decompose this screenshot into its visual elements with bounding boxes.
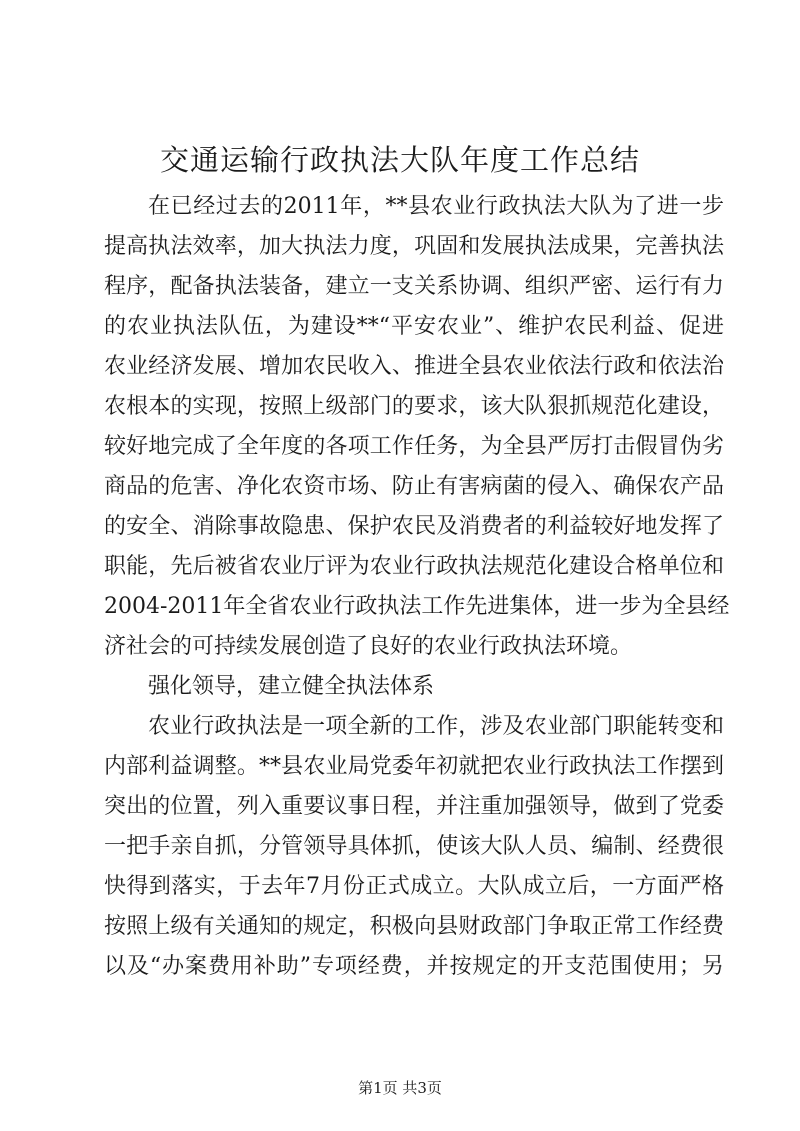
paragraph-line: 农根本的实现，按照上级部门的要求，该大队狠抓规范化建设， (104, 394, 724, 419)
paragraph-line: 在已经过去的2011年，**县农业行政执法大队为了进一步 (148, 194, 724, 219)
paragraph-line: 突出的位置，列入重要议事日程，并注重加强领导，做到了党委 (104, 794, 724, 819)
paragraph-line: 程序，配备执法装备，建立一支关系协调、组织严密、运行有力 (104, 274, 724, 299)
page-title: 交通运输行政执法大队年度工作总结 (159, 143, 640, 177)
paragraph-line: 按照上级有关通知的规定，积极向县财政部门争取正常工作经费 (104, 914, 724, 939)
section-heading: 强化领导，建立健全执法体系 (148, 674, 435, 699)
paragraph-line: 快得到落实，于去年7月份正式成立。大队成立后，一方面严格 (104, 874, 724, 899)
paragraph-line: 职能，先后被省农业厅评为农业行政执法规范化建设合格单位和 (104, 554, 724, 579)
paragraph-line: 济社会的可持续发展创造了良好的农业行政执法环境。 (104, 634, 633, 659)
paragraph-line: 一把手亲自抓，分管领导具体抓，使该大队人员、编制、经费很 (104, 834, 724, 859)
page-footer: 第1页 共3页 (358, 1079, 442, 1097)
paragraph-line: 农业行政执法是一项全新的工作，涉及农业部门职能转变和 (148, 714, 724, 739)
paragraph-line: 较好地完成了全年度的各项工作任务，为全县严厉打击假冒伪劣 (104, 434, 724, 459)
paragraph-line: 2004-2011年全省农业行政执法工作先进集体，进一步为全县经 (104, 594, 730, 619)
paragraph-line: 提高执法效率，加大执法力度，巩固和发展执法成果，完善执法 (104, 234, 724, 259)
paragraph-line: 商品的危害、净化农资市场、防止有害病菌的侵入、确保农产品 (104, 474, 724, 499)
paragraph-line: 以及“办案费用补助”专项经费，并按规定的开支范围使用；另 (104, 954, 724, 979)
paragraph-line: 的安全、消除事故隐患、保护农民及消费者的利益较好地发挥了 (104, 514, 724, 539)
paragraph-line: 农业经济发展、增加农民收入、推进全县农业依法行政和依法治 (104, 354, 724, 379)
paragraph-line: 内部利益调整。**县农业局党委年初就把农业行政执法工作摆到 (104, 754, 724, 779)
paragraph-line: 的农业执法队伍，为建设**“平安农业”、维护农民利益、促进 (104, 314, 724, 339)
